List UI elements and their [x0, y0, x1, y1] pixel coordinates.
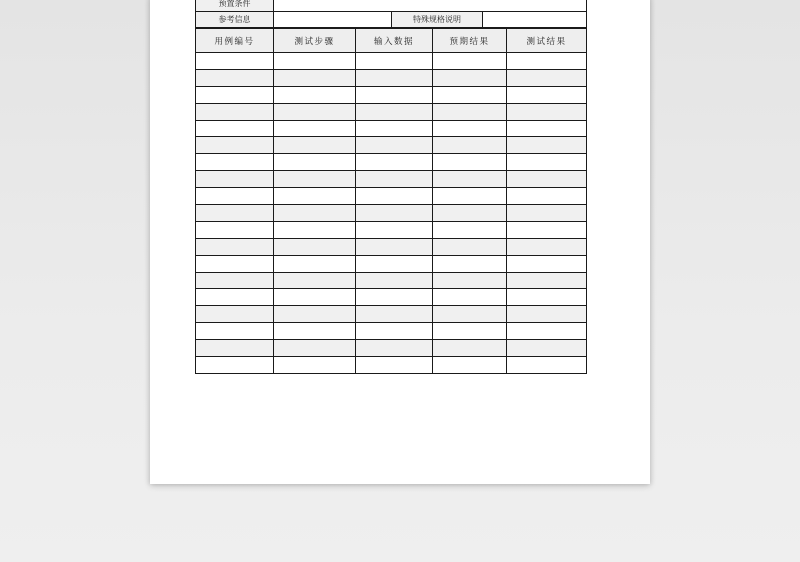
table-cell[interactable] — [196, 205, 274, 222]
table-cell[interactable] — [196, 103, 274, 120]
table-cell[interactable] — [433, 289, 507, 306]
table-cell[interactable] — [507, 154, 587, 171]
table-cell[interactable] — [356, 323, 433, 340]
table-cell[interactable] — [356, 69, 433, 86]
test-case-form — [195, 0, 586, 374]
table-cell[interactable] — [433, 53, 507, 70]
table-cell[interactable] — [356, 154, 433, 171]
header-test-result: 测试结果 — [507, 29, 587, 53]
test-cases-body — [196, 53, 587, 374]
table-cell[interactable] — [507, 103, 587, 120]
table-row — [196, 289, 587, 306]
table-cell[interactable] — [433, 205, 507, 222]
table-cell[interactable] — [356, 103, 433, 120]
form-header-table — [195, 0, 587, 28]
table-cell[interactable] — [433, 120, 507, 137]
table-row — [196, 255, 587, 272]
table-cell[interactable] — [507, 238, 587, 255]
table-cell[interactable] — [433, 306, 507, 323]
table-row — [196, 188, 587, 205]
table-cell[interactable] — [196, 171, 274, 188]
table-cell[interactable] — [433, 323, 507, 340]
table-row — [196, 221, 587, 238]
table-cell[interactable] — [433, 154, 507, 171]
table-cell[interactable] — [356, 120, 433, 137]
table-cell[interactable] — [274, 69, 356, 86]
table-cell[interactable] — [433, 221, 507, 238]
reference-field[interactable] — [274, 12, 392, 28]
table-cell[interactable] — [274, 86, 356, 103]
table-cell[interactable] — [356, 137, 433, 154]
table-cell[interactable] — [356, 255, 433, 272]
table-row — [196, 171, 587, 188]
table-cell[interactable] — [196, 238, 274, 255]
table-cell[interactable] — [433, 272, 507, 289]
table-row — [196, 272, 587, 289]
table-cell[interactable] — [196, 255, 274, 272]
table-cell[interactable] — [196, 289, 274, 306]
table-cell[interactable] — [356, 188, 433, 205]
table-cell[interactable] — [196, 340, 274, 357]
table-cell[interactable] — [433, 86, 507, 103]
table-cell[interactable] — [274, 171, 356, 188]
table-cell[interactable] — [356, 205, 433, 222]
special-note-label: 特殊规格说明 — [392, 12, 483, 28]
header-input-data: 输入数据 — [356, 29, 433, 53]
table-row — [196, 53, 587, 70]
table-cell[interactable] — [507, 69, 587, 86]
table-cell[interactable] — [274, 255, 356, 272]
table-cell[interactable] — [433, 137, 507, 154]
table-row — [196, 154, 587, 171]
table-cell[interactable] — [507, 171, 587, 188]
table-cell[interactable] — [507, 289, 587, 306]
precondition-field[interactable] — [274, 0, 587, 12]
header-case-id: 用例编号 — [196, 29, 274, 53]
table-row — [196, 137, 587, 154]
table-cell[interactable] — [196, 137, 274, 154]
table-cell[interactable] — [196, 357, 274, 374]
table-cell[interactable] — [433, 69, 507, 86]
table-cell[interactable] — [433, 255, 507, 272]
table-cell[interactable] — [507, 120, 587, 137]
table-cell[interactable] — [507, 255, 587, 272]
table-cell[interactable] — [274, 357, 356, 374]
table-cell[interactable] — [356, 86, 433, 103]
table-cell[interactable] — [274, 154, 356, 171]
table-cell[interactable] — [196, 272, 274, 289]
table-cell[interactable] — [433, 238, 507, 255]
document-page — [150, 0, 650, 484]
table-row — [196, 357, 587, 374]
table-row — [196, 205, 587, 222]
table-cell[interactable] — [274, 53, 356, 70]
header-test-steps: 测试步骤 — [274, 29, 356, 53]
table-cell[interactable] — [274, 289, 356, 306]
table-cell[interactable] — [274, 120, 356, 137]
table-cell[interactable] — [196, 154, 274, 171]
table-cell[interactable] — [507, 86, 587, 103]
table-cell[interactable] — [274, 188, 356, 205]
table-row — [196, 120, 587, 137]
table-cell[interactable] — [196, 69, 274, 86]
table-cell[interactable] — [507, 323, 587, 340]
table-cell[interactable] — [356, 53, 433, 70]
table-cell[interactable] — [356, 357, 433, 374]
table-cell[interactable] — [274, 272, 356, 289]
table-cell[interactable] — [433, 340, 507, 357]
table-cell[interactable] — [196, 86, 274, 103]
table-cell[interactable] — [196, 120, 274, 137]
table-cell[interactable] — [507, 357, 587, 374]
table-cell[interactable] — [356, 171, 433, 188]
precondition-row — [196, 0, 587, 12]
table-row — [196, 69, 587, 86]
table-cell[interactable] — [196, 188, 274, 205]
table-cell[interactable] — [356, 306, 433, 323]
table-cell[interactable] — [196, 306, 274, 323]
special-note-field[interactable] — [483, 12, 587, 28]
reference-row — [196, 12, 587, 28]
table-row — [196, 306, 587, 323]
table-cell[interactable] — [433, 103, 507, 120]
table-cell[interactable] — [507, 137, 587, 154]
reference-label: 参考信息 — [196, 12, 274, 28]
table-row — [196, 323, 587, 340]
header-expected-result: 预期结果 — [433, 29, 507, 53]
table-cell[interactable] — [507, 53, 587, 70]
table-cell[interactable] — [507, 188, 587, 205]
table-cell[interactable] — [274, 221, 356, 238]
table-cell[interactable] — [433, 357, 507, 374]
table-cell[interactable] — [356, 221, 433, 238]
table-row — [196, 86, 587, 103]
table-cell[interactable] — [274, 323, 356, 340]
table-cell[interactable] — [356, 340, 433, 357]
precondition-label: 预置条件 — [196, 0, 274, 12]
table-row — [196, 103, 587, 120]
table-cell[interactable] — [507, 306, 587, 323]
table-cell[interactable] — [196, 323, 274, 340]
table-cell[interactable] — [356, 238, 433, 255]
test-cases-table — [195, 28, 587, 374]
table-cell[interactable] — [356, 289, 433, 306]
table-cell[interactable] — [507, 221, 587, 238]
table-cell[interactable] — [274, 340, 356, 357]
table-cell[interactable] — [356, 272, 433, 289]
table-cell[interactable] — [274, 137, 356, 154]
table-cell[interactable] — [507, 272, 587, 289]
table-cell[interactable] — [507, 205, 587, 222]
table-cell[interactable] — [196, 53, 274, 70]
table-cell[interactable] — [196, 221, 274, 238]
table-row — [196, 238, 587, 255]
table-row — [196, 340, 587, 357]
table-cell[interactable] — [433, 171, 507, 188]
table-cell[interactable] — [274, 103, 356, 120]
table-cell[interactable] — [274, 306, 356, 323]
table-cell[interactable] — [507, 340, 587, 357]
table-cell[interactable] — [274, 238, 356, 255]
test-cases-header-row — [196, 29, 587, 53]
table-cell[interactable] — [274, 205, 356, 222]
table-cell[interactable] — [433, 188, 507, 205]
